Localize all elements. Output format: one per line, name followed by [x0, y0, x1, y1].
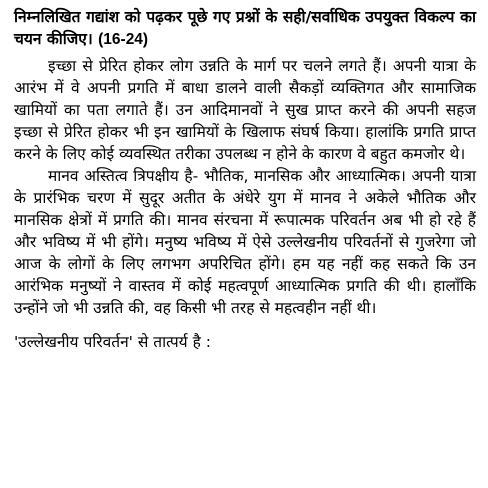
question-range: (16-24): [98, 31, 149, 48]
instruction-text: निम्नलिखित गद्यांश को पढ़कर पूछे गए प्रश्नों के सही/सर्वाधिक उपयुक्त विकल्प का चयन कीजिए।: [14, 8, 476, 48]
question-text: 'उल्लेखनीय परिवर्तन' से तात्पर्य है :: [14, 333, 211, 351]
instruction-heading: [14, 6, 476, 51]
passage-paragraph-2: मानव अस्तित्व त्रिपक्षीय है- भौतिक, मानसिक और आध्यात्मिक। अपनी यात्रा के प्रारंभिक चरण में सुदूर अतीत के अंधेरे युग में मानव ने अकेले भौतिक और मानसिक क्षेत्रों में प्रगति की। मानव संरचना में रूपात्मक परिवर्तन अब भी हो रहे हैं और भविष्य में भी होंगे। मनुष्य भविष्य में ऐसे उल्लेखनीय परिवर्तनों से गुजरेगा जो आज के लोगों के लिए लगभग अपरिचित होंगे। हम यह नहीं कह सकते कि उन आरंभिक मनुष्यों ने वास्तव में कोई महत्वपूर्ण आध्यात्मिक प्रगति की थी। हालाँकि उन्होंने जो भी उन्नति की, वह किसी भी तरह से महत्वहीन नहीं थी।: [14, 167, 476, 317]
passage-paragraph-1: इच्छा से प्रेरित होकर लोग उन्नति के मार्ग पर चलने लगते हैं। अपनी यात्रा के आरंभ में वे अपनी प्रगति में बाधा डालने वाली सैकड़ों व्यक्तिगत और सामाजिक खामियों का पता लगाते हैं। उन आदिमानवों ने सुख प्राप्त करने की अपनी सहज इच्छा से प्रेरित होकर भी इन खामियों के खिलाफ संघर्ष किया। हालांकि प्रगति प्राप्त करने के लिए कोई व्यवस्थित तरीका उपलब्ध न होने के कारण वे बहुत कमजोर थे।: [14, 57, 476, 163]
passage: [14, 55, 476, 319]
